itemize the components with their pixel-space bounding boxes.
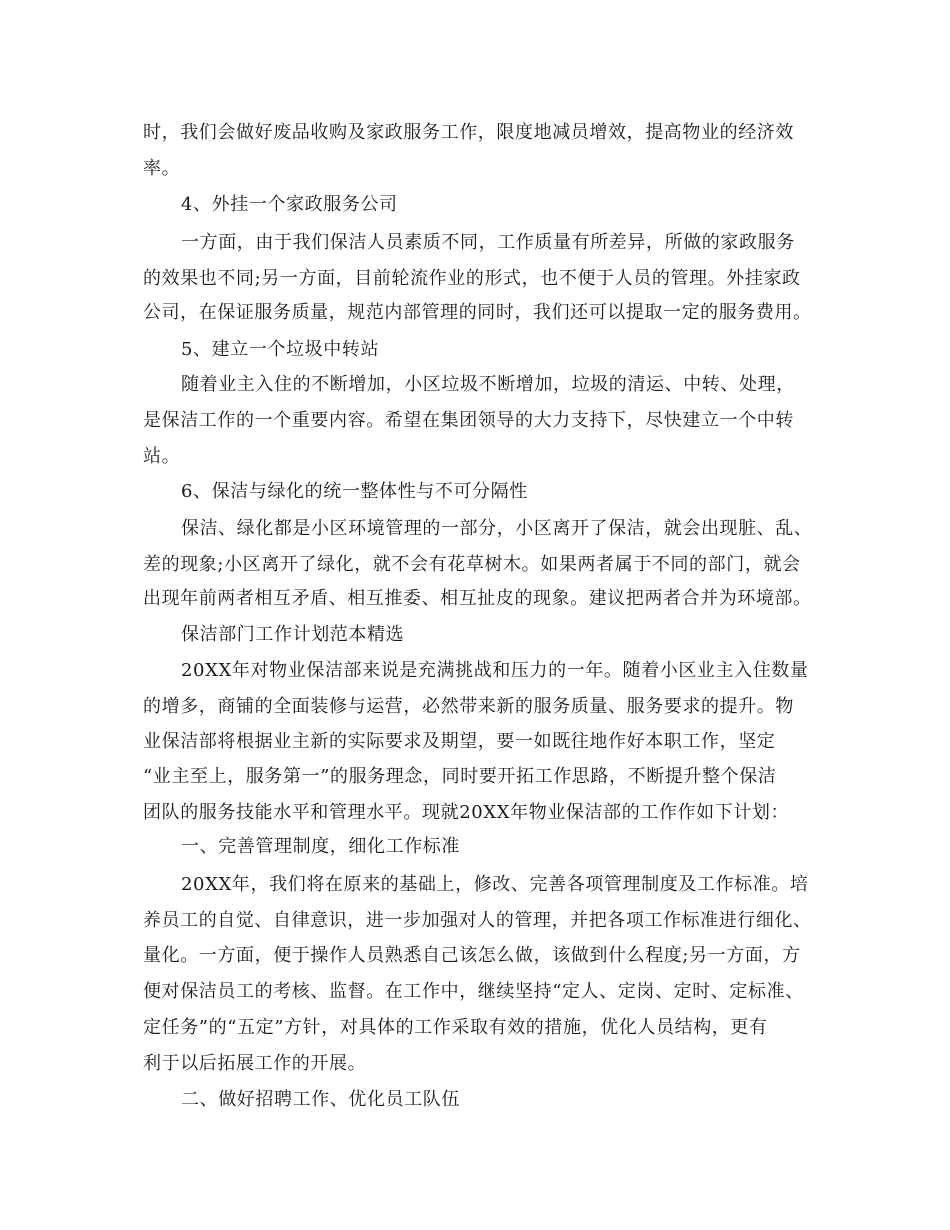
text-line: 20XX年，我们将在原来的基础上，修改、完善各项管理制度及工作标准。培 — [181, 874, 809, 895]
section-heading: 一、完善管理制度，细化工作标准 — [181, 836, 460, 857]
section-heading: 5、建立一个垃圾中转站 — [181, 339, 380, 360]
text-line: 站。 — [143, 446, 181, 467]
text-line: 保洁、绿化都是小区环境管理的一部分，小区离开了保洁，就会出现脏、乱、 — [181, 518, 813, 539]
section-heading: 6、保洁与绿化的统一整体性与不可分隔性 — [181, 481, 528, 502]
text-line: “业主至上，服务第一”的服务理念，同时要开拓工作思路，不断提升整个保洁 — [143, 766, 777, 787]
text-line: 20XX年对物业保洁部来说是充满挑战和压力的一年。随着小区业主入住数量 — [181, 660, 809, 681]
text-line: 的增多，商铺的全面装修与运营，必然带来新的服务质量、服务要求的提升。物 — [143, 696, 794, 717]
text-line: 便对保洁员工的考核、监督。在工作中，继续坚持“定人、定岗、定时、定标准、 — [143, 981, 804, 1002]
text-line: 利于以后拓展工作的开展。 — [143, 1053, 367, 1074]
section-heading: 4、外挂一个家政服务公司 — [181, 194, 398, 215]
text-line: 差的现象;小区离开了绿化，就不会有花草树木。如果两者属于不同的部门，就会 — [143, 554, 801, 575]
text-line: 出现年前两者相互矛盾、相互推委、相互扯皮的现象。建议把两者合并为环境部。 — [143, 588, 812, 609]
text-line: 业保洁部将根据业主新的实际要求及期望，要一如既往地作好本职工作，坚定 — [143, 731, 776, 752]
section-heading: 保洁部门工作计划范本精选 — [181, 624, 405, 645]
text-line: 公司，在保证服务质量，规范内部管理的同时，我们还可以提取一定的服务费用。 — [143, 302, 812, 323]
section-heading: 二、做好招聘工作、优化员工队伍 — [181, 1089, 460, 1110]
text-line: 率。 — [143, 158, 181, 179]
text-line: 随着业主入住的不断增加，小区垃圾不断增加，垃圾的清运、中转、处理， — [181, 374, 795, 395]
text-line: 的效果也不同;另一方面，目前轮流作业的形式，也不便于人员的管理。外挂家政 — [143, 268, 801, 289]
text-line: 一方面，由于我们保洁人员素质不同，工作质量有所差异，所做的家政服务 — [181, 232, 795, 253]
text-line: 养员工的自觉、自律意识，进一步加强对人的管理，并把各项工作标准进行细化、 — [143, 910, 812, 931]
text-line: 量化。一方面，便于操作人员熟悉自己该怎么做，该做到什么程度;另一方面，方 — [143, 945, 801, 966]
text-line: 时，我们会做好废品收购及家政服务工作，限度地减员增效，提高物业的经济效 — [143, 122, 794, 143]
text-line: 团队的服务技能水平和管理水平。现就20XX年物业保洁部的工作作如下计划： — [143, 802, 790, 823]
text-line: 是保洁工作的一个重要内容。希望在集团领导的大力支持下，尽快建立一个中转 — [143, 410, 794, 431]
text-line: 定任务”的“五定”方针，对具体的工作采取有效的措施，优化人员结构，更有 — [143, 1017, 768, 1038]
